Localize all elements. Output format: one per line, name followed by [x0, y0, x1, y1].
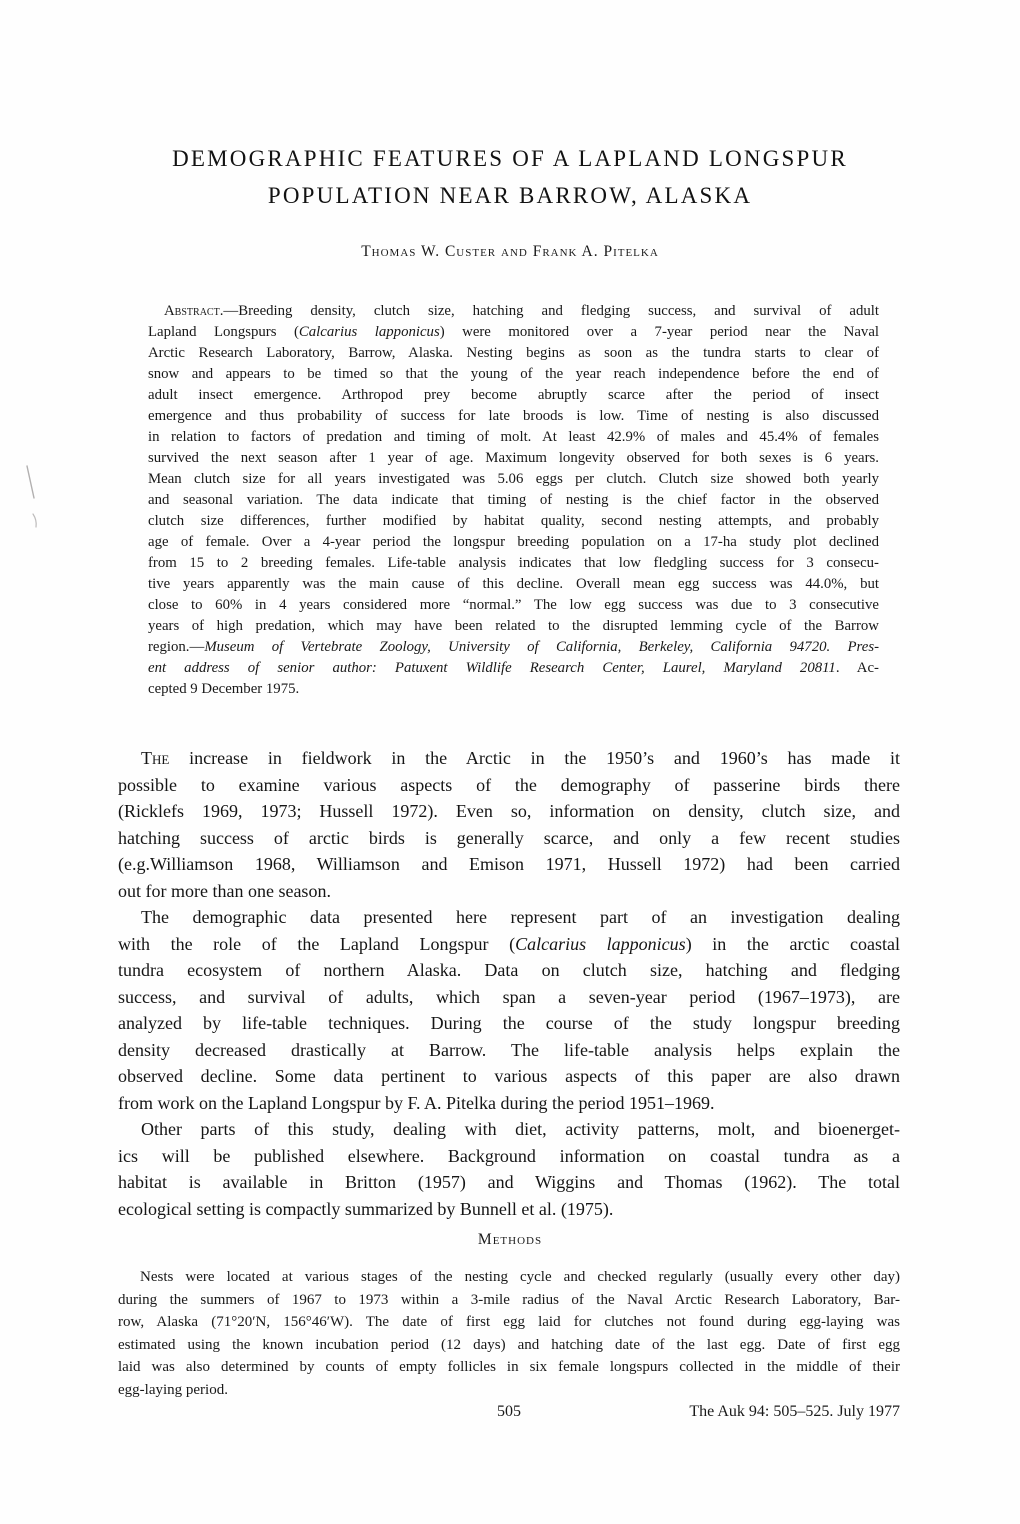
text-line: ics will be published elsewhere. Background information on coastal tundra as a — [118, 1145, 900, 1166]
text-line: Abstract.—Breeding density, clutch size, hatching and fledging success, and survival of adult — [164, 303, 879, 319]
page-number: 505 — [497, 1403, 521, 1420]
text-line: in relation to factors of predation and timing of molt. At least 42.9% of males and 45.4% of females — [148, 429, 879, 445]
text-line: close to 60% in 4 years considered more “normal.” The low egg success was due to 3 consecutive — [148, 597, 879, 613]
paper-title — [0, 140, 1020, 214]
text-line: emergence and thus probability of success for late broods is low. Time of nesting is also discussed — [148, 408, 879, 424]
abstract-block — [148, 301, 879, 700]
text-line: Lapland Longspurs (Calcarius lapponicus) were monitored over a 7-year period near the Naval — [148, 324, 880, 340]
text-line: (Ricklefs 1969, 1973; Hussell 1972). Even so, information on density, clutch size, and — [118, 801, 900, 821]
page-footer — [118, 1403, 900, 1427]
paragraph-introduction-1 — [118, 745, 900, 904]
paper-title-line1: DEMOGRAPHIC FEATURES OF A LAPLAND LONGSPUR — [172, 146, 848, 171]
methods-heading: Methods — [477, 1231, 543, 1248]
pen-mark-artifact — [0, 440, 70, 560]
text-line: from work on the Lapland Longspur by F. A. Pitelka during the period 1951–1969. — [118, 1092, 715, 1113]
text-line: habitat is available in Britton (1957) and Wiggins and Thomas (1962). The total — [118, 1172, 900, 1192]
text-line: survived the next season after 1 year of age. Maximum longevity observed for both sexes is 6 years. — [148, 450, 879, 466]
text-line: laid was also determined by counts of empty follicles in six female longspurs collected in the middle of their — [118, 1359, 900, 1376]
text-line: age of female. Over a 4-year period the longspur breeding population on a 17-ha study plot declined — [148, 534, 879, 550]
text-line: (e.g.Williamson 1968, Williamson and Emison 1971, Hussell 1972) had been carried — [118, 854, 900, 874]
text-line: tive years apparently was the main cause of this decline. Overall mean egg success was 44.0%, but — [148, 576, 879, 592]
text-line: Nests were located at various stages of the nesting cycle and checked regularly (usually every other day) — [140, 1269, 900, 1285]
text-line: density decreased drastically at Barrow. The life-table analysis helps explain the — [118, 1039, 900, 1060]
paragraph-introduction-2 — [118, 904, 900, 1116]
text-line: egg-laying period. — [118, 1381, 228, 1398]
text-line: analyzed by life-table techniques. During the course of the study longspur breeding — [118, 1013, 900, 1033]
text-line: region.—Museum of Vertebrate Zoology, University of California, Berkeley, California 94720. Pres- — [148, 639, 879, 655]
text-line: and seasonal variation. The data indicate that timing of nesting is the chief factor in the observed — [148, 492, 879, 508]
text-line: years of high predation, which may have been related to the disrupted lemming cycle of the Barrow — [148, 618, 879, 634]
text-line: adult insect emergence. Arthropod prey become abruptly scarce after the period of insect — [148, 387, 879, 403]
text-line: during the summers of 1967 to 1973 within a 3-mile radius of the Naval Arctic Research Laboratory, Bar- — [118, 1291, 900, 1308]
text-line: ecological setting is compactly summarized by Bunnell et al. (1975). — [118, 1198, 614, 1219]
text-line: The demographic data presented here represent part of an investigation dealing — [141, 907, 900, 927]
text-line: hatching success of arctic birds is generally scarce, and only a few recent studies — [118, 827, 900, 848]
text-line: estimated using the known incubation period (12 days) and hatching date of the last egg. Date of first egg — [118, 1336, 900, 1353]
text-line: Other parts of this study, dealing with diet, activity patterns, molt, and bioenerget- — [141, 1119, 900, 1139]
text-line: from 15 to 2 breeding females. Life-table analysis indicates that low fledgling success for 3 consecu- — [148, 555, 879, 571]
text-line: row, Alaska (71°20′N, 156°46′W). The date of first egg laid for clutches not found during egg-laying was — [118, 1314, 900, 1331]
text-line: Arctic Research Laboratory, Barrow, Alaska. Nesting begins as soon as the tundra starts to clear of — [148, 345, 879, 361]
text-line: success, and survival of adults, which span a seven-year period (1967–1973), are — [118, 986, 900, 1007]
journal-citation: The Auk 94: 505–525. July 1977 — [689, 1403, 900, 1420]
paragraph-introduction-3 — [118, 1116, 900, 1222]
text-line: Mean clutch size for all years investigated was 5.06 eggs per clutch. Clutch size showed both yearly — [148, 471, 879, 487]
text-line: possible to examine various aspects of the demography of passerine birds there — [118, 774, 900, 795]
text-line: ent address of senior author: Patuxent Wildlife Research Center, Laurel, Maryland 20811. Ac- — [148, 660, 879, 676]
article-body — [118, 745, 900, 1222]
text-line: cepted 9 December 1975. — [148, 681, 300, 697]
text-line: observed decline. Some data pertinent to various aspects of this paper are also drawn — [118, 1066, 900, 1086]
methods-paragraph — [118, 1266, 900, 1402]
text-line: tundra ecosystem of northern Alaska. Data on clutch size, hatching and fledging — [118, 960, 900, 980]
text-line: with the role of the Lapland Longspur (Calcarius lapponicus) in the arctic coastal — [118, 933, 900, 954]
text-line: snow and appears to be timed so that the young of the year reach independence before the end of — [148, 366, 879, 382]
text-line: The increase in fieldwork in the Arctic in the 1950’s and 1960’s has made it — [141, 748, 900, 768]
paper-authors: Thomas W. Custer and Frank A. Pitelka — [361, 243, 659, 260]
text-line: clutch size differences, further modified by habitat quality, second nesting attempts, and probably — [148, 513, 879, 529]
text-line: out for more than one season. — [118, 880, 331, 901]
paper-title-line2: POPULATION NEAR BARROW, ALASKA — [267, 183, 753, 208]
